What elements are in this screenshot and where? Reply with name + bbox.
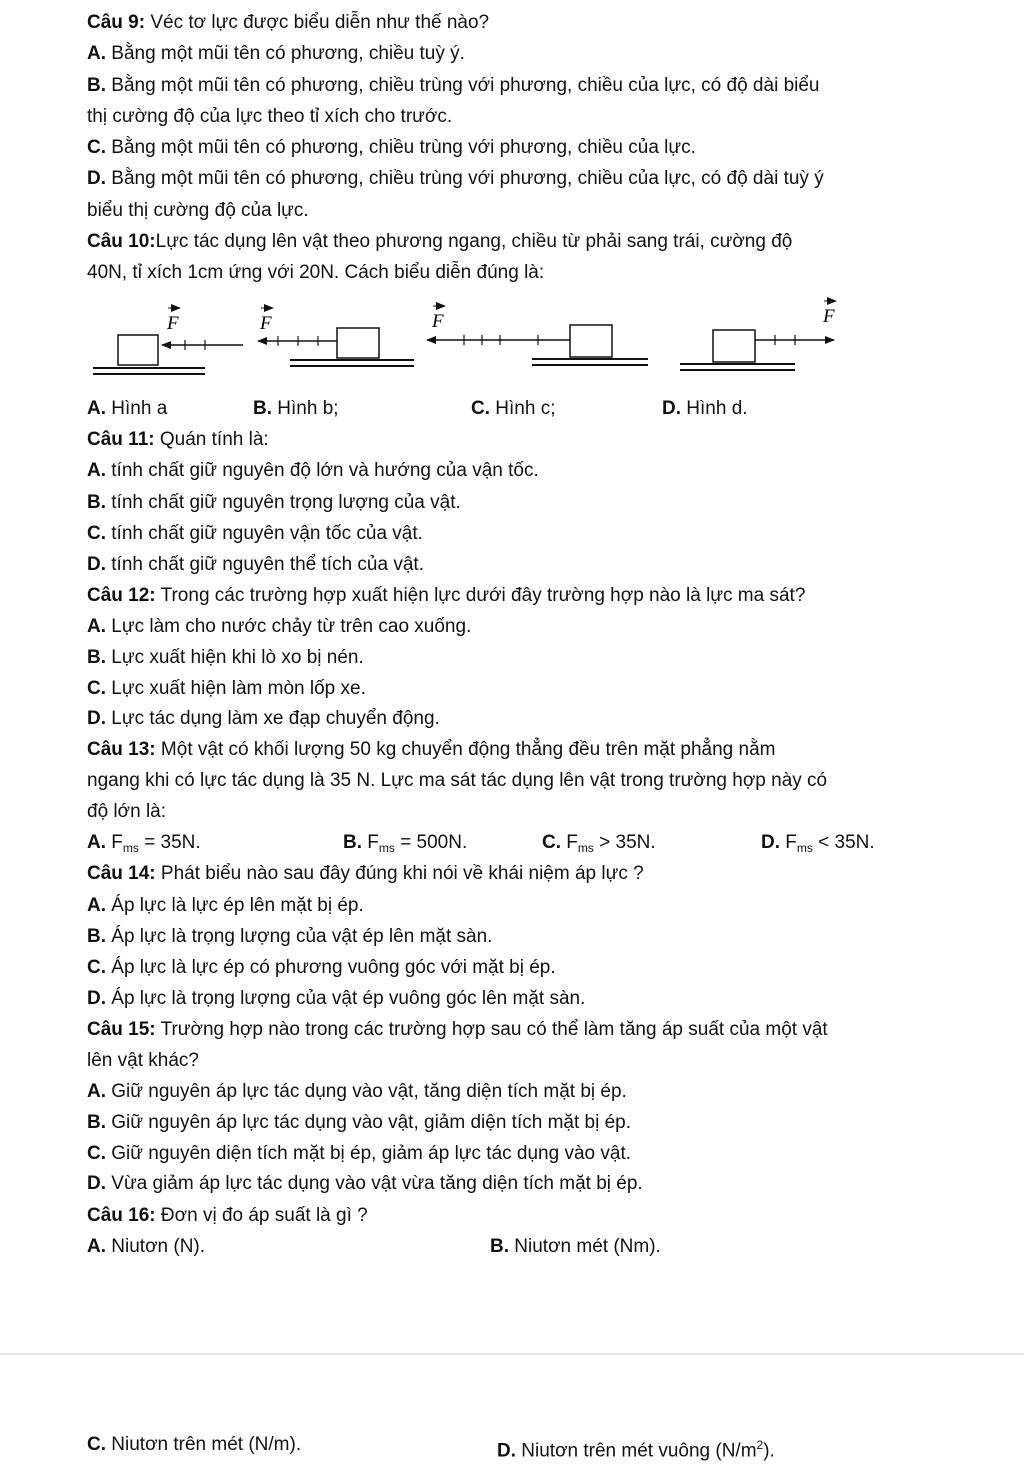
q13-option-d: D. $F_{ms} < 35N$. xyxy=(761,832,875,855)
q12-option-b: B. Lực xuất hiện khi lò xo bị nén. xyxy=(87,647,364,668)
q14-option-d: D. Áp lực là trọng lượng của vật ép vuông góc lên mặt sàn. xyxy=(87,988,586,1009)
q14-option-b: B. Áp lực là trọng lượng của vật ép lên mặt sàn. xyxy=(87,926,493,947)
q16-option-d: D. Niutơn trên mét vuông $(N/m^2)$. xyxy=(497,1438,775,1462)
q9-option-d-cont: biểu thị cường độ của lực. xyxy=(87,200,309,221)
q16-option-c: C. Niutơn trên mét (N/m). xyxy=(87,1434,302,1455)
q12-option-d: D. Lực tác dụng làm xe đạp chuyển động. xyxy=(87,708,440,729)
q12-label: Câu 12: xyxy=(87,585,156,606)
q9-option-b: B. Bằng một mũi tên có phương, chiều trùng với phương, chiều của lực, có độ dài biểu xyxy=(87,75,820,96)
q15-label: Câu 15: xyxy=(87,1019,156,1040)
q14-option-a: A. Áp lực là lực ép lên mặt bị ép. xyxy=(87,895,364,916)
q15-stem: Câu 15: Trường hợp nào trong các trường hợp sau có thể làm tăng áp suất của một vật xyxy=(87,1019,828,1040)
q12-option-a: A. Lực làm cho nước chảy từ trên cao xuống. xyxy=(87,616,472,637)
figure-a-box xyxy=(118,335,158,365)
figure-b-box xyxy=(337,328,379,358)
q14-label: Câu 14: xyxy=(87,863,156,884)
q13-option-b: B. $F_{ms} = 500N$. xyxy=(343,832,468,855)
q10-label: Câu 10: xyxy=(87,231,156,252)
figure-b-force-label: F xyxy=(260,313,272,334)
q14-option-c: C. Áp lực là lực ép có phương vuông góc với mặt bị ép. xyxy=(87,957,556,978)
q13-stem: Câu 13: Một vật có khối lượng 50 kg chuyển động thẳng đều trên mặt phẳng nằm xyxy=(87,739,776,760)
q9-option-c: C. Bằng một mũi tên có phương, chiều trùng với phương, chiều của lực. xyxy=(87,137,696,158)
figure-b xyxy=(258,308,414,366)
figure-c xyxy=(427,306,648,365)
q12-option-c: C. Lực xuất hiện làm mòn lốp xe. xyxy=(87,678,366,699)
q15-option-d: D. Vừa giảm áp lực tác dụng vào vật vừa tăng diện tích mặt bị ép. xyxy=(87,1173,643,1194)
q14-stem: Câu 14: Phát biểu nào sau đây đúng khi nói về khái niệm áp lực ? xyxy=(87,863,644,884)
q15-option-c: C. Giữ nguyên diện tích mặt bị ép, giảm áp lực tác dụng vào vật. xyxy=(87,1143,632,1164)
q15-option-a: A. Giữ nguyên áp lực tác dụng vào vật, tăng diện tích mặt bị ép. xyxy=(87,1081,627,1102)
force-diagrams xyxy=(0,295,1024,380)
figure-a xyxy=(93,308,243,374)
q10-option-a: A. Hình a xyxy=(87,398,168,419)
q10-stem: Câu 10:Lực tác dụng lên vật theo phương ngang, chiều từ phải sang trái, cường độ xyxy=(87,231,793,252)
q13-stem-cont: ngang khi có lực tác dụng là 35 N. Lực ma sát tác dụng lên vật trong trường hợp này có xyxy=(87,770,828,791)
q9-label: Câu 9: xyxy=(87,12,146,33)
figure-c-force-label: F xyxy=(432,311,444,332)
figure-d-force-label: F xyxy=(823,306,835,327)
q13-stem-cont-2: độ lớn là: xyxy=(87,801,167,822)
q16-option-b: B. Niutơn mét (Nm). xyxy=(490,1236,661,1257)
q11-stem: Câu 11: Quán tính là: xyxy=(87,429,269,450)
q13-option-a: A. $F_{ms} = 35N$. xyxy=(87,832,201,855)
q16-label: Câu 16: xyxy=(87,1205,156,1226)
q16-option-a: A. Niutơn (N). xyxy=(87,1236,206,1257)
q10-stem-cont: 40N, tỉ xích 1cm ứng với 20N. Cách biểu diễn đúng là: xyxy=(87,262,545,283)
q13-option-c: C. $F_{ms} > 35N$. xyxy=(542,832,656,855)
figure-d-box xyxy=(713,330,755,362)
q12-stem: Câu 12: Trong các trường hợp xuất hiện lực dưới đây trường hợp nào là lực ma sát? xyxy=(87,585,806,606)
q15-option-b: B. Giữ nguyên áp lực tác dụng vào vật, giảm diện tích mặt bị ép. xyxy=(87,1112,632,1133)
q16-stem: Câu 16: Đơn vị đo áp suất là gì ? xyxy=(87,1205,368,1226)
q9-option-a: A. Bằng một mũi tên có phương, chiều tuỳ ý. xyxy=(87,43,465,64)
q9-stem: Câu 9: Véc tơ lực được biểu diễn như thế nào? xyxy=(87,12,490,33)
q11-label: Câu 11: xyxy=(87,429,155,450)
q11-option-d: D. tính chất giữ nguyên thể tích của vật. xyxy=(87,554,424,575)
q10-option-b: B. Hình b; xyxy=(253,398,339,419)
figure-d xyxy=(680,301,836,370)
cut-off-previous-line xyxy=(87,0,787,2)
q11-option-a: A. tính chất giữ nguyên độ lớn và hướng của vận tốc. xyxy=(87,460,539,481)
q11-option-b: B. tính chất giữ nguyên trọng lượng của vật. xyxy=(87,492,461,513)
q11-option-c: C. tính chất giữ nguyên vận tốc của vật. xyxy=(87,523,423,544)
figure-a-force-label: F xyxy=(167,313,179,334)
q13-label: Câu 13: xyxy=(87,739,156,760)
q9-option-b-cont: thị cường độ của lực theo tỉ xích cho trước. xyxy=(87,106,453,127)
q9-option-d: D. Bằng một mũi tên có phương, chiều trùng với phương, chiều của lực, có độ dài tuỳ ý xyxy=(87,168,824,189)
page-divider xyxy=(0,1353,1024,1355)
q15-stem-cont: lên vật khác? xyxy=(87,1050,199,1071)
q10-option-d: D. Hình d. xyxy=(662,398,748,419)
figure-c-box xyxy=(570,325,612,357)
q10-option-c: C. Hình c; xyxy=(471,398,556,419)
